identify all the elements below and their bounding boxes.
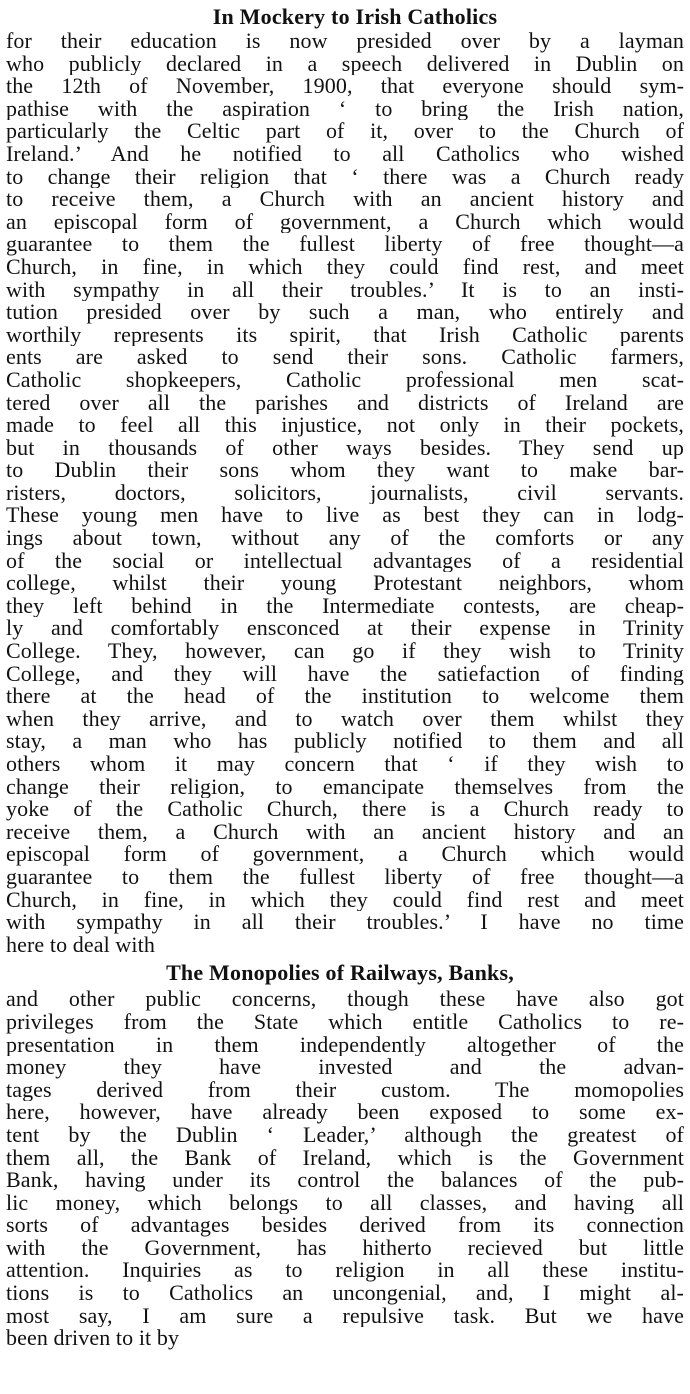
text-line: receive them, a Church with an ancient history and an — [6, 820, 684, 844]
text-line: of the social or intellectual advantages of a residential — [6, 549, 684, 573]
text-line: tent by the Dublin ‘ Leader,’ although the greatest of — [6, 1123, 684, 1147]
text-line: worthily represents its spirit, that Irish Catholic parents — [6, 323, 684, 347]
text-line: others whom it may concern that ‘ if they wish to — [6, 753, 684, 776]
text-line: for their education is now presided over by a layman — [6, 30, 684, 53]
text-line: pathise with the aspiration ‘ to bring the Irish nation, — [6, 97, 684, 121]
text-line: risters, doctors, solicitors, journalists, civil servants. — [6, 481, 684, 505]
text-line: College. They, however, can go if they wish to Trinity — [6, 640, 684, 663]
text-line: Bank, having under its control the balances of the pub- — [6, 1169, 684, 1192]
text-line: here to deal with — [6, 933, 155, 957]
text-line: ings about town, without any of the comforts or any — [6, 527, 684, 550]
text-line: Catholic shopkeepers, Catholic professional men scat- — [6, 368, 684, 392]
text-line: most say, I am sure a repulsive task. But we have — [6, 1304, 684, 1328]
text-line: Ireland.’ And he notified to all Catholics who wished — [6, 142, 684, 166]
text-line: tered over all the parishes and districts of Ireland are — [6, 391, 684, 415]
body-paragraph-2 — [6, 988, 684, 1350]
text-line: Church, in fine, in which they could find rest and meet — [6, 888, 684, 912]
text-line: here, however, have already been exposed to some ex- — [6, 1101, 684, 1124]
text-line: to Dublin their sons whom they want to make bar- — [6, 459, 684, 482]
text-line: but in thousands of other ways besides. They send up — [6, 436, 684, 460]
text-line: privileges from the State which entitle Catholics to re- — [6, 1010, 684, 1034]
text-line: money they have invested and the advan- — [6, 1056, 684, 1079]
text-line: them all, the Bank of Ireland, which is the Government — [6, 1146, 684, 1170]
text-line: with sympathy in all their troubles.’ I have no time — [6, 911, 684, 934]
text-line: tions is to Catholics an uncongenial, and, I might al- — [6, 1282, 684, 1305]
section-heading-monopolies: The Monopolies of Railways, Banks, — [166, 960, 514, 986]
text-line: when they arrive, and to watch over them whilst they — [6, 707, 684, 731]
text-line: they left behind in the Intermediate contests, are cheap- — [6, 594, 684, 618]
text-line: ents are asked to send their sons. Catholic farmers, — [6, 346, 684, 369]
text-line: episcopal form of government, a Church which would — [6, 843, 684, 866]
text-line: with the Government, has hitherto recieved but little — [6, 1236, 684, 1260]
text-line: made to feel all this injustice, not only in their pockets, — [6, 414, 684, 437]
text-line: an episcopal form of government, a Church which would — [6, 210, 684, 234]
text-line: Church, in fine, in which they could find rest, and meet — [6, 255, 684, 279]
text-line: attention. Inquiries as to religion in all these institu- — [6, 1259, 684, 1283]
section-heading-mockery: In Mockery to Irish Catholics — [212, 4, 498, 29]
text-line: been driven to it by — [6, 1327, 180, 1350]
text-line: tages derived from their custom. The momopolies — [6, 1078, 684, 1102]
text-line: the 12th of November, 1900, that everyone should sym- — [6, 75, 684, 98]
text-line: there at the head of the institution to welcome them — [6, 685, 684, 708]
text-line: ly and comfortably ensconced at their expense in Trinity — [6, 617, 684, 641]
text-line: lic money, which belongs to all classes, and having all — [6, 1191, 684, 1215]
body-paragraph-1 — [6, 30, 684, 956]
text-line: College, and they will have the satiefaction of finding — [6, 662, 684, 686]
text-line: and other public concerns, though these have also got — [6, 988, 684, 1011]
text-line: particularly the Celtic part of it, over to the Church of — [6, 120, 684, 143]
text-line: These young men have to live as best they can in lodg- — [6, 504, 684, 528]
text-line: tution presided over by such a man, who entirely and — [6, 301, 684, 324]
text-line: college, whilst their young Protestant neighbors, whom — [6, 572, 684, 595]
text-line: with sympathy in all their troubles.’ It is to an insti- — [6, 278, 684, 302]
text-line: to change their religion that ‘ there was a Church ready — [6, 165, 684, 189]
text-line: change their religion, to emancipate themselves from the — [6, 775, 684, 799]
text-line: to receive them, a Church with an ancient history and — [6, 188, 684, 211]
text-line: guarantee to them the fullest liberty of free thought—a — [6, 233, 684, 256]
text-line: sorts of advantages besides derived from its connection — [6, 1214, 684, 1237]
text-line: stay, a man who has publicly notified to them and all — [6, 730, 684, 753]
text-line: who publicly declared in a speech delivered in Dublin on — [6, 52, 684, 76]
text-line: presentation in them independently altogether of the — [6, 1033, 684, 1057]
text-line: guarantee to them the fullest liberty of free thought—a — [6, 865, 684, 889]
text-line: yoke of the Catholic Church, there is a Church ready to — [6, 798, 684, 821]
